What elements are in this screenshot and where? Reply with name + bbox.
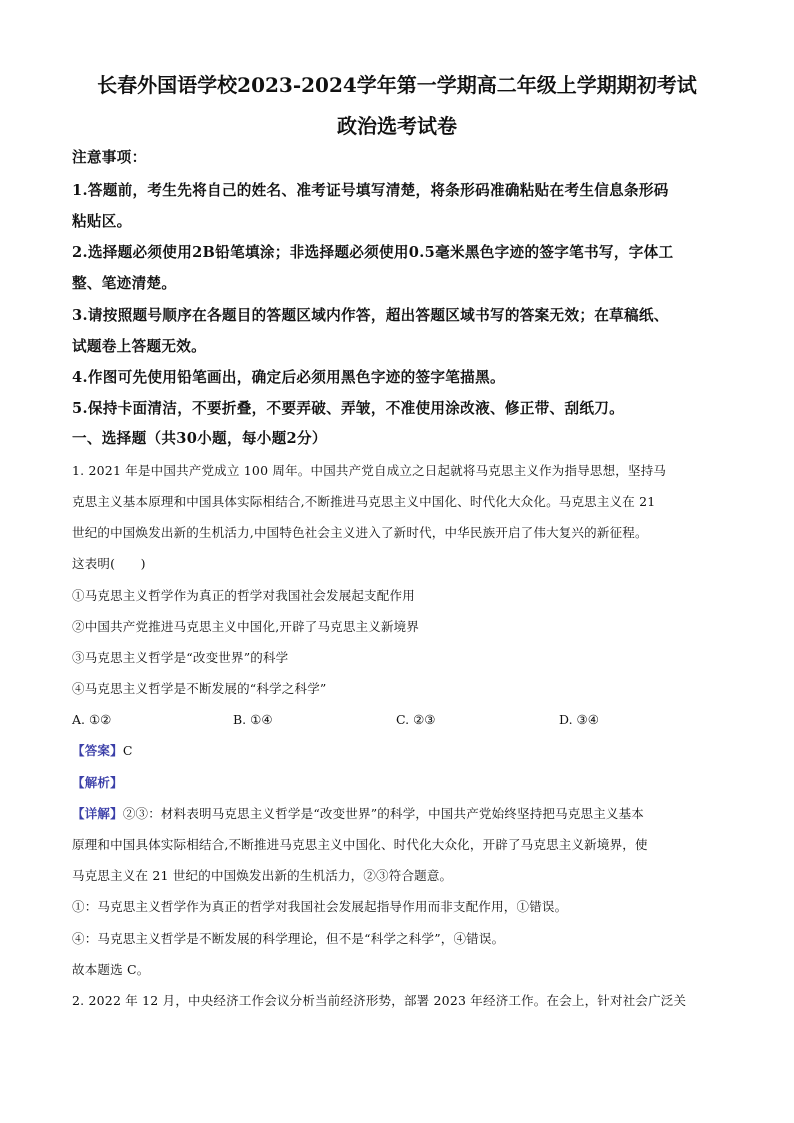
notice-item-1-line-2: 粘贴区。: [72, 213, 132, 230]
q1-detail-line-2: 原理和中国具体实际相结合,不断推进马克思主义中国化、时代化大众化，开辟了马克思主义新境界，使: [72, 837, 648, 852]
notice-item-2-line-1: 2.选择题必须使用2B铅笔填涂；非选择题必须使用0.5毫米黑色字迹的签字笔书写，字体工: [72, 244, 674, 261]
answer-value: C: [122, 743, 133, 758]
notice-item-2-line-2: 整、笔迹清楚。: [72, 275, 177, 292]
q1-option-b: B. ①④: [233, 712, 273, 727]
q1-stem-line-4: 这表明( ): [72, 556, 146, 571]
q1-statement-2: ②中国共产党推进马克思主义中国化,开辟了马克思主义新境界: [72, 619, 420, 634]
q1-option-a: A. ①②: [72, 712, 112, 727]
answer-tag: 【答案】: [72, 743, 123, 758]
exam-title: 长春外国语学校2023-2024学年第一学期高二年级上学期期初考试: [97, 73, 697, 97]
notice-item-4: 4.作图可先使用铅笔画出，确定后必须用黑色字迹的签字笔描黑。: [72, 369, 505, 386]
q1-answer: [72, 745, 133, 758]
q1-detail-line-4: ①：马克思主义哲学作为真正的哲学对我国社会发展起指导作用而非支配作用，①错误。: [72, 899, 568, 914]
q1-analysis: [72, 777, 123, 790]
notice-item-1-line-1: 1.答题前，考生先将自己的姓名、准考证号填写清楚，将条形码准确粘贴在考生信息条形码: [72, 182, 669, 199]
section-heading: 一、选择题（共30小题，每小题2分）: [72, 430, 327, 447]
q1-statement-1: ①马克思主义哲学作为真正的哲学对我国社会发展起支配作用: [72, 588, 415, 603]
notice-heading: 注意事项：: [72, 149, 147, 166]
q1-statement-3: ③马克思主义哲学是“改变世界”的科学: [72, 650, 289, 665]
q1-stem-line-2: 克思主义基本原理和中国具体实际相结合,不断推进马克思主义中国化、时代化大众化。马克思主义在 21: [72, 494, 656, 509]
q1-option-d: D. ③④: [559, 712, 599, 727]
q1-statement-4: ④马克思主义哲学是不断发展的“科学之科学”: [72, 681, 327, 696]
q1-detail-line-1: [72, 808, 644, 821]
q1-stem-line-1: 1. 2021 年是中国共产党成立 100 周年。中国共产党自成立之日起就将马克思主义作为指导思想，坚持马: [72, 463, 667, 478]
q1-stem-line-3: 世纪的中国焕发出新的生机活力,中国特色社会主义进入了新时代，中华民族开启了伟大复兴的新征程。: [72, 525, 648, 540]
notice-item-3-line-1: 3.请按照题号顺序在各题目的答题区域内作答，超出答题区域书写的答案无效；在草稿纸、: [72, 307, 669, 324]
q1-detail-line-6: 故本题选 C。: [72, 962, 150, 977]
notice-item-5: 5.保持卡面清洁，不要折叠，不要弄破、弄皱，不准使用涂改液、修正带、刮纸刀。: [72, 400, 625, 417]
q1-detail-line-5: ④：马克思主义哲学是不断发展的科学理论，但不是“科学之科学”，④错误。: [72, 931, 505, 946]
detail-tag: 【详解】: [72, 806, 123, 821]
q1-option-c: C. ②③: [396, 712, 436, 727]
detail-text-1: ②③：材料表明马克思主义哲学是“改变世界”的科学，中国共产党始终坚持把马克思主义基本: [122, 806, 644, 821]
q1-detail-line-3: 马克思主义在 21 世纪的中国焕发出新的生机活力，②③符合题意。: [72, 868, 453, 883]
analysis-tag: 【解析】: [72, 775, 123, 790]
notice-item-3-line-2: 试题卷上答题无效。: [72, 338, 207, 355]
exam-subtitle: 政治选考试卷: [337, 114, 457, 138]
q2-stem-line-1: 2. 2022 年 12 月，中央经济工作会议分析当前经济形势，部署 2023 年经济工作。在会上，针对社会广泛关: [72, 993, 687, 1008]
